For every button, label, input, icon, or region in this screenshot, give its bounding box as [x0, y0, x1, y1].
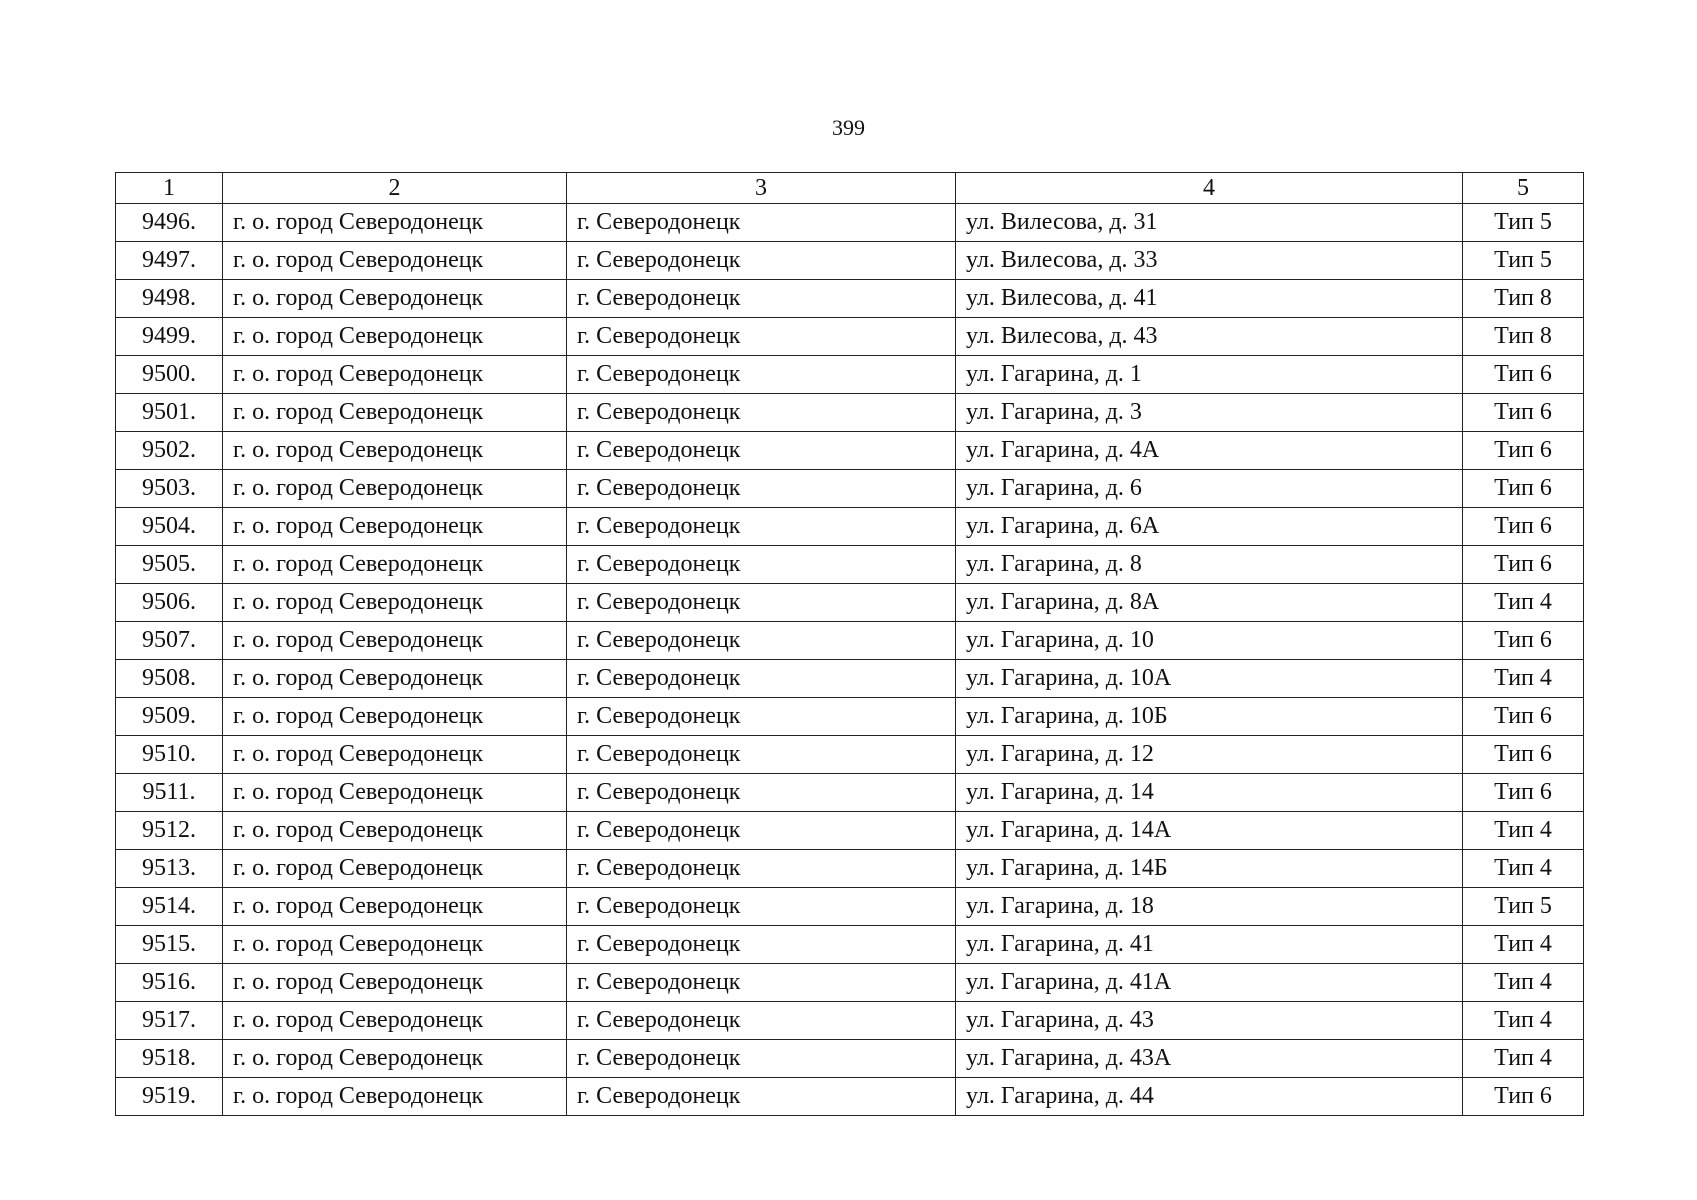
- type-cell: Тип 6: [1463, 774, 1584, 812]
- table-row: [116, 622, 1584, 660]
- settlement-cell: г. Северодонецк: [567, 204, 956, 242]
- settlement-cell: г. Северодонецк: [567, 356, 956, 394]
- row-number: 9499.: [116, 318, 223, 356]
- row-number: 9514.: [116, 888, 223, 926]
- column-header-5: 5: [1463, 173, 1584, 204]
- municipality-cell: г. о. город Северодонецк: [223, 546, 567, 584]
- municipality-cell: г. о. город Северодонецк: [223, 1002, 567, 1040]
- table-row: [116, 850, 1584, 888]
- address-cell: ул. Гагарина, д. 44: [956, 1078, 1463, 1116]
- type-cell: Тип 6: [1463, 356, 1584, 394]
- row-number: 9516.: [116, 964, 223, 1002]
- address-cell: ул. Гагарина, д. 12: [956, 736, 1463, 774]
- table-row: [116, 1040, 1584, 1078]
- table-row: [116, 812, 1584, 850]
- municipality-cell: г. о. город Северодонецк: [223, 242, 567, 280]
- settlement-cell: г. Северодонецк: [567, 964, 956, 1002]
- settlement-cell: г. Северодонецк: [567, 622, 956, 660]
- municipality-cell: г. о. город Северодонецк: [223, 736, 567, 774]
- address-table: [115, 172, 1584, 1116]
- table-row: [116, 888, 1584, 926]
- address-cell: ул. Гагарина, д. 3: [956, 394, 1463, 432]
- table-row: [116, 584, 1584, 622]
- header-row: [116, 173, 1584, 204]
- address-cell: ул. Вилесова, д. 33: [956, 242, 1463, 280]
- municipality-cell: г. о. город Северодонецк: [223, 432, 567, 470]
- table-row: [116, 736, 1584, 774]
- type-cell: Тип 5: [1463, 888, 1584, 926]
- municipality-cell: г. о. город Северодонецк: [223, 356, 567, 394]
- row-number: 9497.: [116, 242, 223, 280]
- municipality-cell: г. о. город Северодонецк: [223, 394, 567, 432]
- municipality-cell: г. о. город Северодонецк: [223, 660, 567, 698]
- municipality-cell: г. о. город Северодонецк: [223, 584, 567, 622]
- row-number: 9496.: [116, 204, 223, 242]
- type-cell: Тип 4: [1463, 1040, 1584, 1078]
- type-cell: Тип 6: [1463, 470, 1584, 508]
- settlement-cell: г. Северодонецк: [567, 850, 956, 888]
- row-number: 9509.: [116, 698, 223, 736]
- municipality-cell: г. о. город Северодонецк: [223, 1040, 567, 1078]
- municipality-cell: г. о. город Северодонецк: [223, 280, 567, 318]
- address-cell: ул. Гагарина, д. 14: [956, 774, 1463, 812]
- table-row: [116, 394, 1584, 432]
- municipality-cell: г. о. город Северодонецк: [223, 774, 567, 812]
- table-row: [116, 1002, 1584, 1040]
- municipality-cell: г. о. город Северодонецк: [223, 318, 567, 356]
- table-row: [116, 698, 1584, 736]
- type-cell: Тип 5: [1463, 242, 1584, 280]
- table-row: [116, 318, 1584, 356]
- settlement-cell: г. Северодонецк: [567, 242, 956, 280]
- table-row: [116, 204, 1584, 242]
- table-row: [116, 356, 1584, 394]
- settlement-cell: г. Северодонецк: [567, 812, 956, 850]
- table-row: [116, 470, 1584, 508]
- type-cell: Тип 4: [1463, 926, 1584, 964]
- settlement-cell: г. Северодонецк: [567, 508, 956, 546]
- row-number: 9501.: [116, 394, 223, 432]
- settlement-cell: г. Северодонецк: [567, 280, 956, 318]
- table-header: [116, 173, 1584, 204]
- type-cell: Тип 6: [1463, 622, 1584, 660]
- row-number: 9500.: [116, 356, 223, 394]
- address-cell: ул. Гагарина, д. 4А: [956, 432, 1463, 470]
- row-number: 9512.: [116, 812, 223, 850]
- address-cell: ул. Гагарина, д. 43А: [956, 1040, 1463, 1078]
- table-row: [116, 774, 1584, 812]
- table-row: [116, 242, 1584, 280]
- type-cell: Тип 4: [1463, 584, 1584, 622]
- settlement-cell: г. Северодонецк: [567, 660, 956, 698]
- settlement-cell: г. Северодонецк: [567, 1002, 956, 1040]
- address-cell: ул. Гагарина, д. 10А: [956, 660, 1463, 698]
- column-header-3: 3: [567, 173, 956, 204]
- settlement-cell: г. Северодонецк: [567, 584, 956, 622]
- municipality-cell: г. о. город Северодонецк: [223, 622, 567, 660]
- address-cell: ул. Гагарина, д. 6А: [956, 508, 1463, 546]
- municipality-cell: г. о. город Северодонецк: [223, 812, 567, 850]
- settlement-cell: г. Северодонецк: [567, 1040, 956, 1078]
- address-cell: ул. Гагарина, д. 8А: [956, 584, 1463, 622]
- settlement-cell: г. Северодонецк: [567, 318, 956, 356]
- table-row: [116, 660, 1584, 698]
- type-cell: Тип 6: [1463, 1078, 1584, 1116]
- table-row: [116, 964, 1584, 1002]
- settlement-cell: г. Северодонецк: [567, 1078, 956, 1116]
- address-cell: ул. Гагарина, д. 41А: [956, 964, 1463, 1002]
- municipality-cell: г. о. город Северодонецк: [223, 204, 567, 242]
- municipality-cell: г. о. город Северодонецк: [223, 964, 567, 1002]
- address-cell: ул. Вилесова, д. 31: [956, 204, 1463, 242]
- column-header-4: 4: [956, 173, 1463, 204]
- row-number: 9511.: [116, 774, 223, 812]
- row-number: 9502.: [116, 432, 223, 470]
- row-number: 9517.: [116, 1002, 223, 1040]
- address-cell: ул. Гагарина, д. 1: [956, 356, 1463, 394]
- municipality-cell: г. о. город Северодонецк: [223, 850, 567, 888]
- type-cell: Тип 8: [1463, 318, 1584, 356]
- type-cell: Тип 4: [1463, 812, 1584, 850]
- settlement-cell: г. Северодонецк: [567, 394, 956, 432]
- row-number: 9506.: [116, 584, 223, 622]
- type-cell: Тип 5: [1463, 204, 1584, 242]
- address-cell: ул. Гагарина, д. 41: [956, 926, 1463, 964]
- row-number: 9507.: [116, 622, 223, 660]
- type-cell: Тип 6: [1463, 546, 1584, 584]
- table-row: [116, 432, 1584, 470]
- municipality-cell: г. о. город Северодонецк: [223, 926, 567, 964]
- address-cell: ул. Вилесова, д. 43: [956, 318, 1463, 356]
- type-cell: Тип 4: [1463, 850, 1584, 888]
- row-number: 9508.: [116, 660, 223, 698]
- address-cell: ул. Гагарина, д. 18: [956, 888, 1463, 926]
- settlement-cell: г. Северодонецк: [567, 432, 956, 470]
- table-body: [116, 204, 1584, 1116]
- table-row: [116, 280, 1584, 318]
- settlement-cell: г. Северодонецк: [567, 698, 956, 736]
- type-cell: Тип 6: [1463, 698, 1584, 736]
- row-number: 9519.: [116, 1078, 223, 1116]
- type-cell: Тип 4: [1463, 964, 1584, 1002]
- settlement-cell: г. Северодонецк: [567, 470, 956, 508]
- address-cell: ул. Гагарина, д. 43: [956, 1002, 1463, 1040]
- table-row: [116, 546, 1584, 584]
- address-cell: ул. Гагарина, д. 14Б: [956, 850, 1463, 888]
- type-cell: Тип 6: [1463, 508, 1584, 546]
- table-row: [116, 926, 1584, 964]
- row-number: 9505.: [116, 546, 223, 584]
- municipality-cell: г. о. город Северодонецк: [223, 508, 567, 546]
- address-cell: ул. Вилесова, д. 41: [956, 280, 1463, 318]
- type-cell: Тип 8: [1463, 280, 1584, 318]
- address-cell: ул. Гагарина, д. 14А: [956, 812, 1463, 850]
- table-row: [116, 1078, 1584, 1116]
- column-header-1: 1: [116, 173, 223, 204]
- municipality-cell: г. о. город Северодонецк: [223, 698, 567, 736]
- table-row: [116, 508, 1584, 546]
- address-cell: ул. Гагарина, д. 10: [956, 622, 1463, 660]
- settlement-cell: г. Северодонецк: [567, 888, 956, 926]
- row-number: 9515.: [116, 926, 223, 964]
- page-number: 399: [832, 115, 865, 140]
- row-number: 9498.: [116, 280, 223, 318]
- municipality-cell: г. о. город Северодонецк: [223, 470, 567, 508]
- type-cell: Тип 6: [1463, 394, 1584, 432]
- row-number: 9504.: [116, 508, 223, 546]
- address-cell: ул. Гагарина, д. 10Б: [956, 698, 1463, 736]
- municipality-cell: г. о. город Северодонецк: [223, 1078, 567, 1116]
- row-number: 9503.: [116, 470, 223, 508]
- type-cell: Тип 4: [1463, 660, 1584, 698]
- address-cell: ул. Гагарина, д. 6: [956, 470, 1463, 508]
- settlement-cell: г. Северодонецк: [567, 736, 956, 774]
- row-number: 9518.: [116, 1040, 223, 1078]
- settlement-cell: г. Северодонецк: [567, 926, 956, 964]
- settlement-cell: г. Северодонецк: [567, 774, 956, 812]
- address-cell: ул. Гагарина, д. 8: [956, 546, 1463, 584]
- settlement-cell: г. Северодонецк: [567, 546, 956, 584]
- row-number: 9513.: [116, 850, 223, 888]
- municipality-cell: г. о. город Северодонецк: [223, 888, 567, 926]
- type-cell: Тип 6: [1463, 736, 1584, 774]
- type-cell: Тип 4: [1463, 1002, 1584, 1040]
- type-cell: Тип 6: [1463, 432, 1584, 470]
- column-header-2: 2: [223, 173, 567, 204]
- row-number: 9510.: [116, 736, 223, 774]
